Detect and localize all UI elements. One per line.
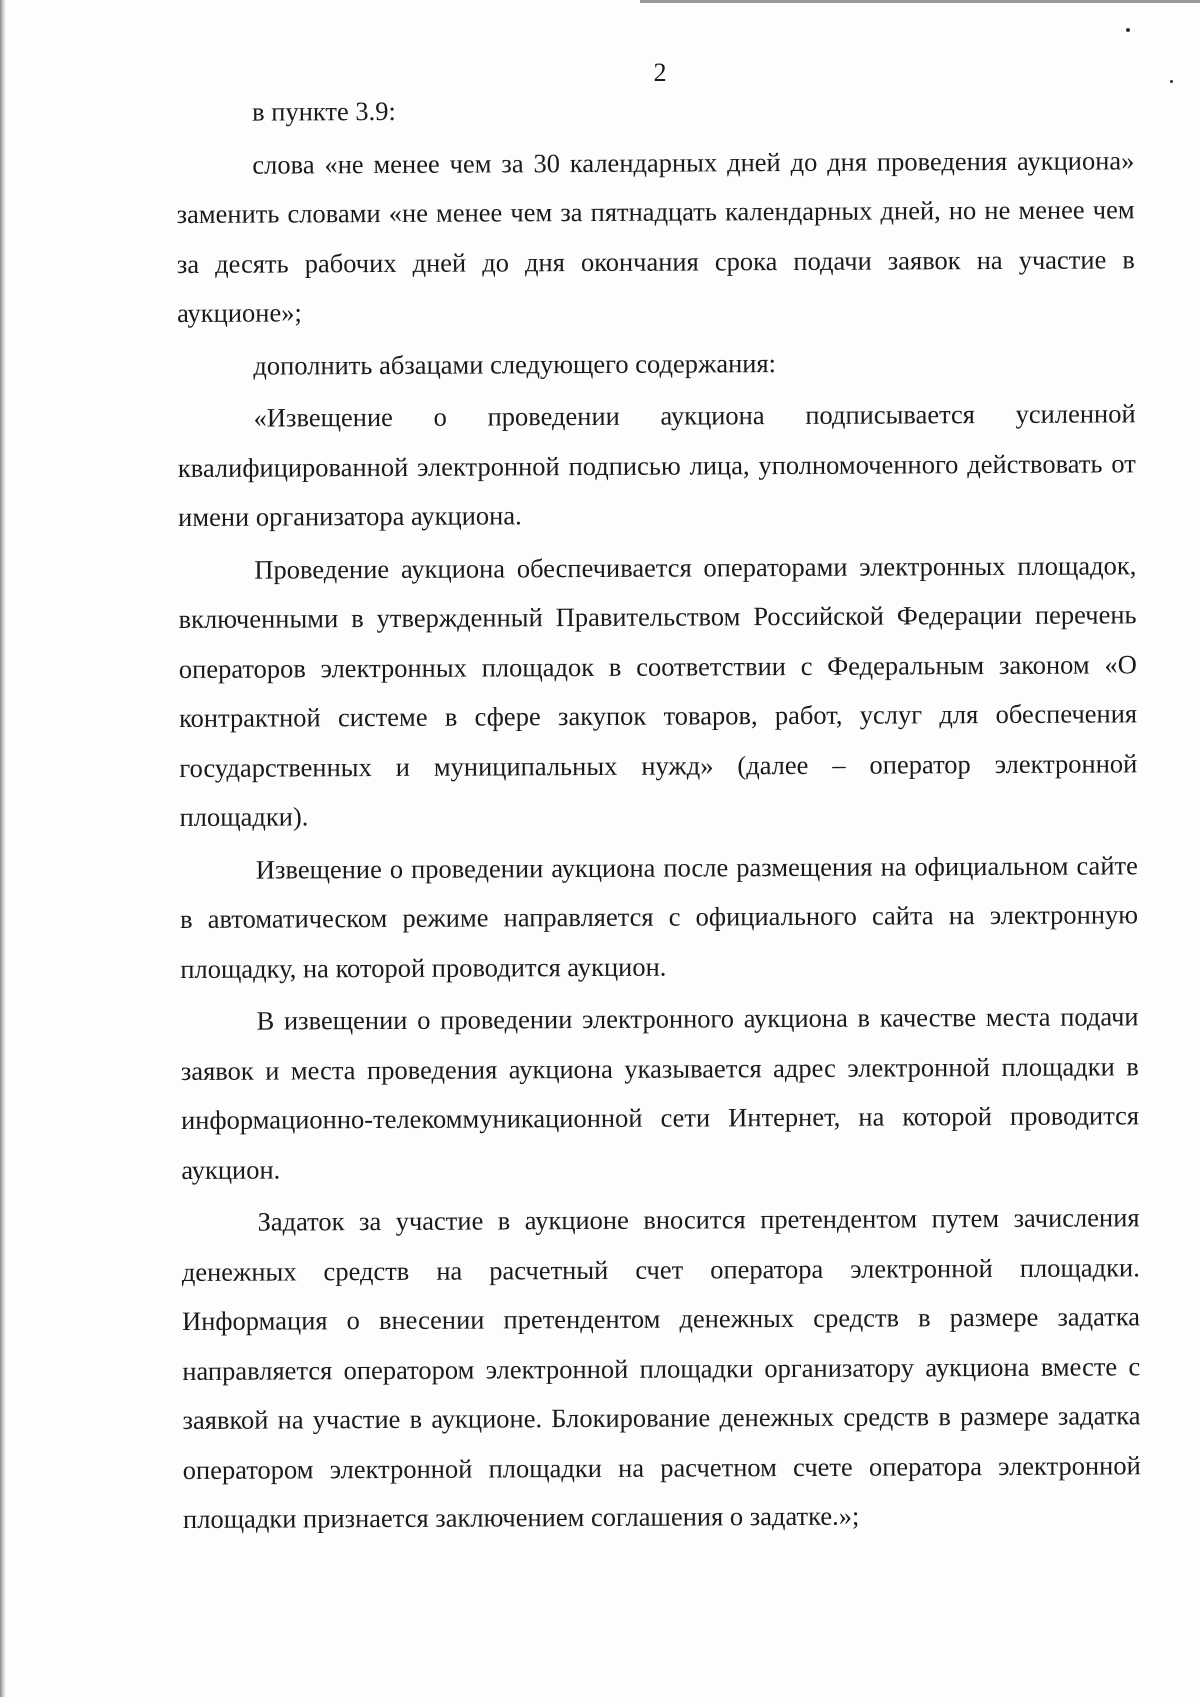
paragraph: Задаток за участие в аукционе вносится претендентом путем зачисления денежных средств на расчетный счет оператора электронной площадки. Информация о внесении претендентом денежных средств в размере задатка направляется оператором электронной площадки организатору аукциона вместе с заявкой на участие в аукционе. Блокирование денежных средств в размере задатка оператором электронной площадки на расчетном счете оператора электронной площадки признается заключением соглашения о задатке.»; xyxy=(181,1202,1141,1534)
scan-speck xyxy=(1126,28,1130,32)
paragraph: «Извещение о проведении аукциона подписывается усиленной квалифицированной электронной подписью лица, уполномоченного действовать от имени организатора аукциона. xyxy=(177,398,1136,532)
paragraph: слова «не менее чем за 30 календарных дней до дня проведения аукциона» заменить словами «не менее чем за пятнадцать календарных дней, но не менее чем за десять рабочих дней до дня окончания срока подачи заявок на участие в аукционе»; xyxy=(176,144,1135,328)
document-body xyxy=(176,83,1141,1544)
scan-top-rule xyxy=(640,0,1200,3)
paragraph: Извещение о проведении аукциона после размещения на официальном сайте в автоматическом режиме направляется с официального сайта на электронную площадку, на которой проводится аукцион. xyxy=(179,849,1139,984)
scan-left-edge xyxy=(0,0,6,1697)
paragraph: В извещении о проведении электронного аукциона в качестве места подачи заявок и места проведения аукциона указывается адрес электронной площадки в информационно-телекоммуникационной сети Интернет, на которой проводится аукцион. xyxy=(180,1001,1140,1185)
paragraph: Проведение аукциона обеспечивается операторами электронных площадок, включенными в утвержденный Правительством Российской Федерации перечень операторов электронных площадок в соответствии с Федеральным законом «О контрактной системе в сфере закупок товаров, работ, услуг для обеспечения государственных и муниципальных нужд» (далее – оператор электронной площадки). xyxy=(178,549,1138,832)
paragraph: дополнить абзацами следующего содержания: xyxy=(253,347,777,381)
paragraph: в пункте 3.9: xyxy=(252,95,396,127)
page-number: 2 xyxy=(653,58,667,87)
